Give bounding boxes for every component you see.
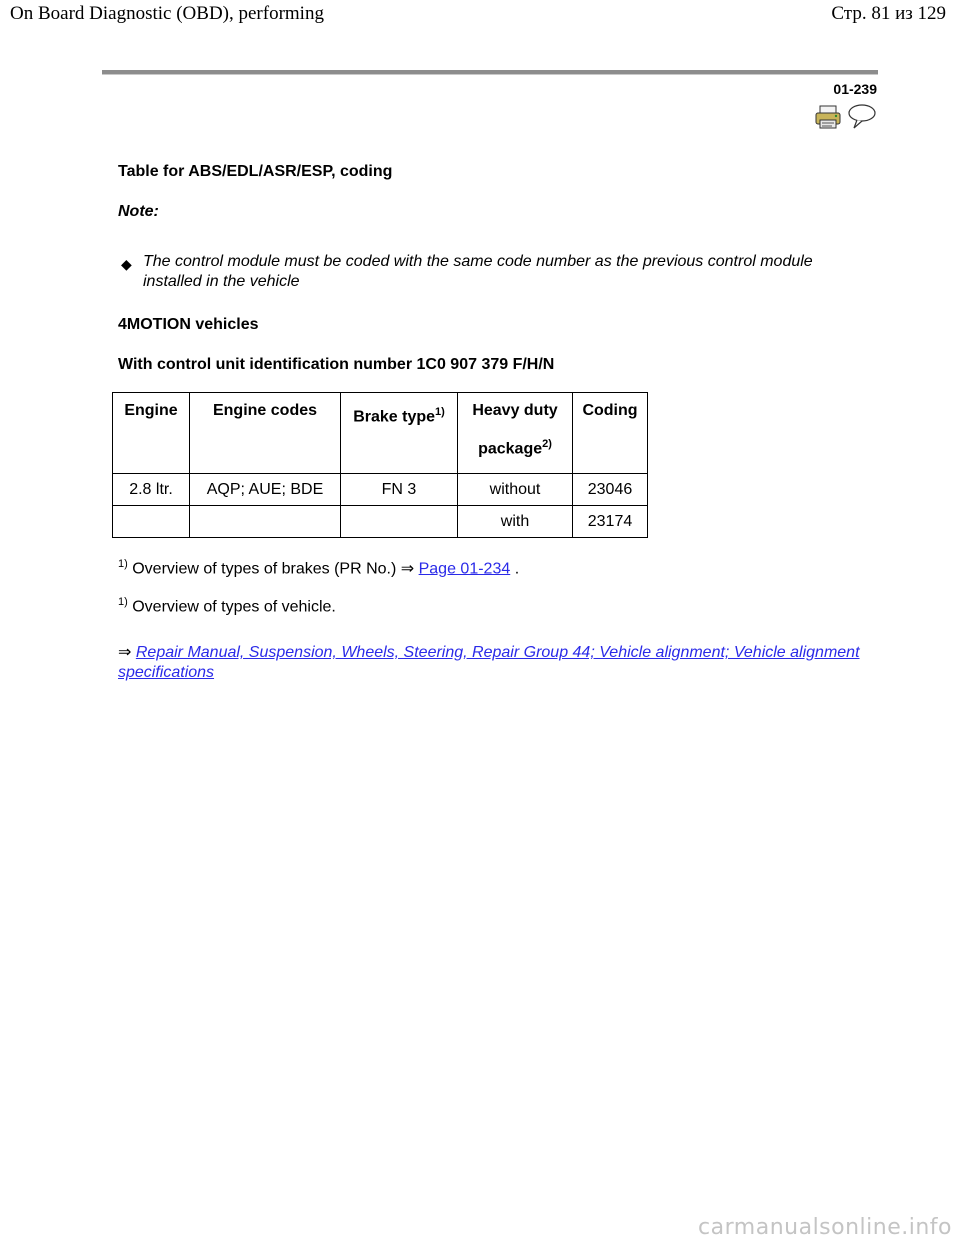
cell-brake-type: [341, 506, 458, 538]
page-counter: Стр. 81 из 129: [831, 3, 946, 24]
footnote-vehicle: $^{1)}$ Overview of types of vehicle.: [118, 596, 336, 616]
header-rule: [102, 70, 878, 75]
cell-engine-codes: [190, 506, 341, 538]
printer-icon[interactable]: [815, 105, 841, 129]
col-coding: Coding: [573, 393, 648, 474]
table-row: [113, 506, 648, 538]
arrow-icon: ⇒: [118, 644, 136, 661]
watermark: carmanualsonline.info: [698, 1215, 952, 1240]
table-row: [113, 474, 648, 506]
footnote-brakes: $^{1)}$ Overview of types of brakes (PR No.) ⇒ Page 01-234 .: [118, 558, 520, 578]
page-number: 01-239: [833, 81, 877, 97]
col-brake-type: Brake type$^{1)}$: [341, 393, 458, 474]
vehicle-group-heading: 4MOTION vehicles: [118, 316, 259, 333]
cell-engine: [113, 506, 190, 538]
coding-table: [112, 392, 648, 538]
cell-package: without: [458, 474, 573, 506]
cell-coding: 23046: [573, 474, 648, 506]
cell-package: with: [458, 506, 573, 538]
cell-engine-codes: AQP; AUE; BDE: [190, 474, 341, 506]
repair-manual-reference: [118, 643, 878, 683]
control-unit-heading: With control unit identification number 1C0 907 379 F/H/N: [118, 356, 555, 373]
cell-brake-type: FN 3: [341, 474, 458, 506]
note-label: Note:: [118, 203, 159, 220]
speech-bubble-icon[interactable]: [847, 103, 877, 129]
cell-coding: 23174: [573, 506, 648, 538]
table-header-row: [113, 393, 648, 474]
diamond-bullet-icon: ◆: [121, 256, 132, 272]
cell-engine: 2.8 ltr.: [113, 474, 190, 506]
col-heavy-duty: Heavy duty package$^{2)}$: [458, 393, 573, 474]
col-engine: Engine: [113, 393, 190, 474]
repair-manual-link[interactable]: Repair Manual, Suspension, Wheels, Steering, Repair Group 44; Vehicle alignment; Vehicle alignment specifications: [118, 644, 860, 681]
page-link[interactable]: Page 01-234: [418, 560, 511, 578]
document-title: On Board Diagnostic (OBD), performing: [10, 3, 324, 24]
col-engine-codes: Engine codes: [190, 393, 341, 474]
section-title: Table for ABS/EDL/ASR/ESP, coding: [118, 163, 393, 180]
note-bullet: The control module must be coded with the same code number as the previous control module installed in the vehicle: [143, 253, 813, 290]
